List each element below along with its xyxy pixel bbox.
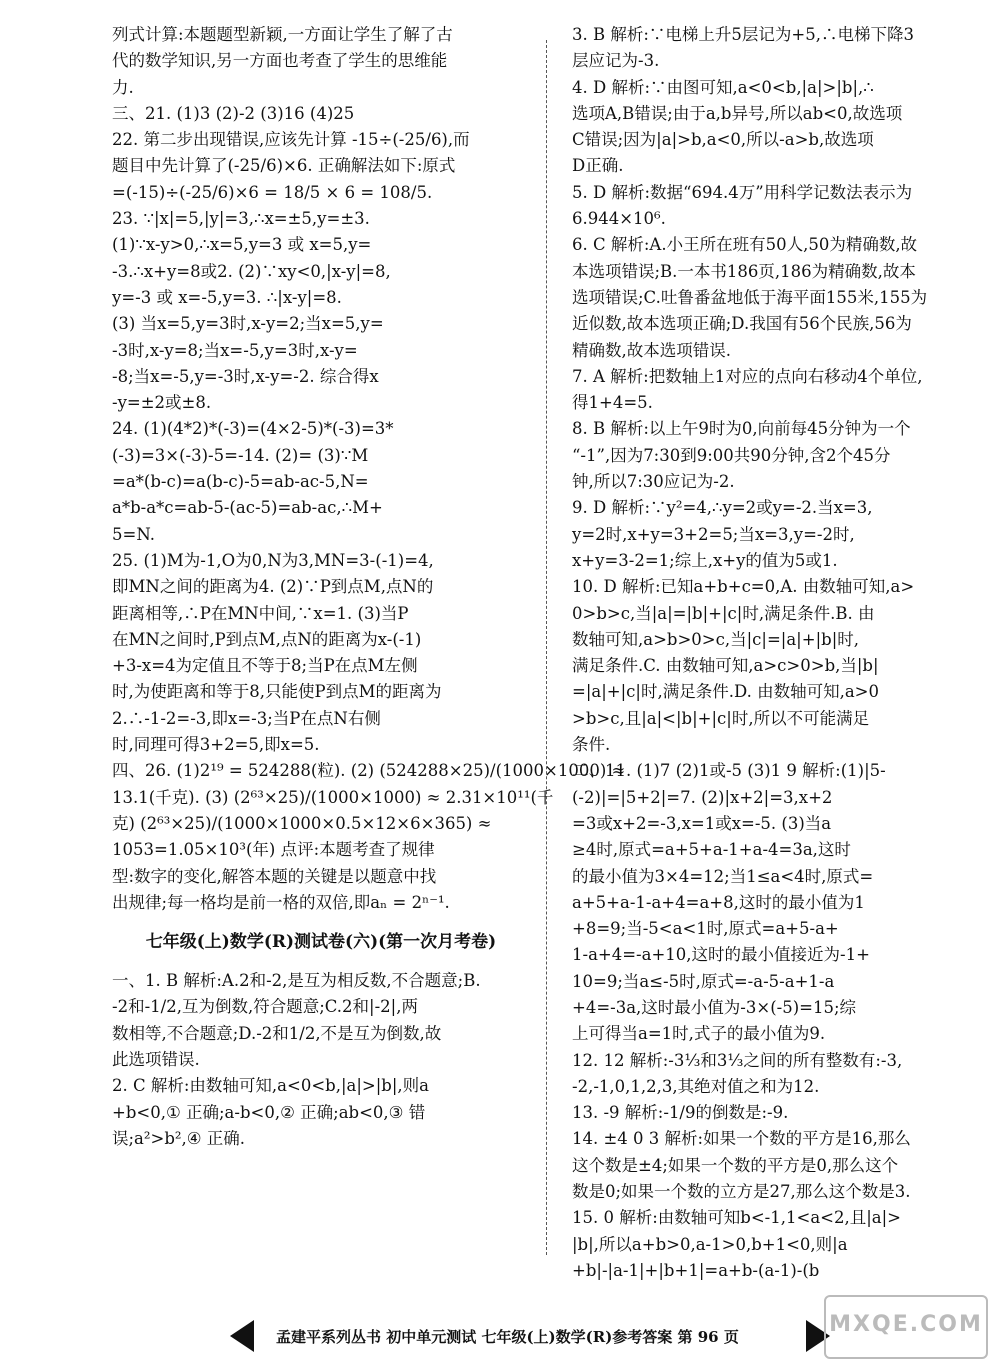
text-line: 15. 0 解析:由数轴可知b<-1,1<a<2,且|a|> — [572, 1208, 902, 1228]
text-line: 9. D 解析:∵y²=4,∴y=2或y=-2.当x=3, — [572, 498, 873, 518]
text-line: 克) (2⁶³×25)/(1000×1000×0.5×12×6×365) ≈ — [112, 813, 492, 833]
text-line: (1)∵x-y>0,∴x=5,y=3 或 x=5,y= — [112, 235, 372, 255]
text-line: >b>c,且|a|<|b|+|c|时,所以不可能满足 — [572, 708, 870, 728]
text-line: +4=-3a,这时最小值为-3×(-5)=15;综 — [572, 997, 857, 1017]
right-column — [572, 22, 972, 1284]
text-line: -8;当x=-5,y=-3时,x-y=-2. 综合得x — [112, 366, 379, 386]
text-line: 1-a+4=-a+10,这时的最小值接近为-1+ — [572, 945, 870, 965]
text-line: a+5+a-1-a+4=a+8,这时的最小值为1 — [572, 892, 865, 912]
text-line: 5. D 解析:数据“694.4万”用科学记数法表示为 — [572, 182, 913, 202]
text-line: 三、21. (1)3 (2)-2 (3)16 (4)25 — [112, 103, 355, 123]
text-line: 8. B 解析:以上午9时为0,向前每45分钟为一个 — [572, 419, 911, 439]
text-line: 列式计算:本题题型新颖,一方面让学生了解了古 — [112, 25, 453, 44]
footer-text: 孟建平系列丛书 初中单元测试 七年级(上)数学(R)参考答案 第 96 页 — [276, 1328, 739, 1346]
text-line: 12. 12 解析:-3⅓和3⅓之间的所有整数有:-3, — [572, 1050, 903, 1070]
text-line: 上可得当a=1时,式子的最小值为9. — [572, 1024, 826, 1044]
text-line: 时,为使距离和等于8,只能使P到点M的距离为 — [112, 682, 442, 702]
text-line: C错误;因为|a|>b,a<0,所以-a>b,故选项 — [572, 130, 874, 150]
text-line: 22. 第二步出现错误,应该先计算 -15÷(-25/6),而 — [112, 130, 470, 150]
text-line: 一、1. B 解析:A.2和-2,是互为相反数,不合题意;B. — [112, 971, 481, 991]
text-line: 选项A,B错误;由于a,b异号,所以ab<0,故选项 — [572, 103, 903, 123]
text-line: 这个数是±4;如果一个数的平方是0,那么这个 — [572, 1155, 899, 1175]
text-line: 13. -9 解析:-1/9的倒数是:-9. — [572, 1103, 789, 1123]
text-line: 数相等,不合题意;D.-2和1/2,不是互为倒数,故 — [112, 1023, 442, 1043]
text-line: D正确. — [572, 156, 624, 176]
text-line: 3. B 解析:∵电梯上升5层记为+5,∴电梯下降3 — [572, 25, 914, 44]
text-line: (3) 当x=5,y=3时,x-y=2;当x=5,y= — [112, 314, 384, 334]
text-line: 距离相等,∴P在MN中间,∵x=1. (3)当P — [112, 603, 409, 623]
text-line: 此选项错误. — [112, 1049, 200, 1069]
text-line: 14. ±4 0 3 解析:如果一个数的平方是16,那么 — [572, 1129, 911, 1149]
text-line: -y=±2或±8. — [112, 393, 212, 413]
text-line: (-3)=3×(-3)-5=-14. (2)= (3)∵M — [112, 445, 369, 465]
text-line: 10. D 解析:已知a+b+c=0,A. 由数轴可知,a> — [572, 577, 915, 597]
text-line: a*b-a*c=ab-5-(ac-5)=ab-ac,∴M+ — [112, 498, 383, 518]
text-line: 近似数,故本选项正确;D.我国有56个民族,56为 — [572, 314, 912, 334]
text-line: 13.1(千克). (3) (2⁶³×25)/(1000×1000) ≈ 2.31×10¹¹(千 — [112, 787, 554, 807]
text-line: =3或x+2=-3,x=1或x=-5. (3)当a — [572, 813, 832, 833]
text-line: 即MN之间的距离为4. (2)∵P到点M,点N的 — [112, 577, 434, 597]
text-line: 7. A 解析:把数轴上1对应的点向右移动4个单位, — [572, 366, 923, 386]
text-line: ≥4时,原式=a+5+a-1+a-4=3a,这时 — [572, 840, 851, 860]
watermark-logo: MXQE.COM — [824, 1295, 988, 1359]
text-line: 24. (1)(4*2)*(-3)=(4×2-5)*(-3)=3* — [112, 419, 394, 439]
text-line: 6.944×10⁶. — [572, 209, 666, 229]
text-line: 钟,所以7:30应记为-2. — [572, 472, 735, 492]
section-title: 七年级(上)数学(R)测试卷(六)(第一次月考卷) — [145, 932, 497, 953]
text-line: 层应记为-3. — [572, 51, 660, 71]
text-line: x+y=3-2=1;综上,x+y的值为5或1. — [572, 550, 838, 570]
text-line: -3时,x-y=8;当x=-5,y=3时,x-y= — [112, 340, 358, 360]
text-line: 二、11. (1)7 (2)1或-5 (3)1 9 解析:(1)|5- — [572, 761, 886, 781]
text-line: -3.∴x+y=8或2. (2)∵xy<0,|x-y|=8, — [112, 261, 391, 281]
text-line: 误;a²>b²,④ 正确. — [112, 1128, 246, 1148]
left-lines-2 — [112, 968, 530, 1152]
text-line: y=-3 或 x=-5,y=3. ∴|x-y|=8. — [112, 287, 342, 307]
text-line: 时,同理可得3+2=5,即x=5. — [112, 735, 320, 755]
text-line: +8=9;当-5<a<1时,原式=a+5-a+ — [572, 919, 839, 939]
text-line: +3-x=4为定值且不等于8;当P在点M左侧 — [112, 656, 418, 676]
text-line: 数是0;如果一个数的立方是27,那么这个数是3. — [572, 1182, 911, 1202]
text-line: 6. C 解析:A.小王所在班有50人,50为精确数,故 — [572, 235, 918, 255]
text-line: 5=N. — [112, 524, 155, 544]
text-line: 题目中先计算了(-25/6)×6. 正确解法如下:原式 — [112, 156, 456, 176]
text-line: 25. (1)M为-1,O为0,N为3,MN=3-(-1)=4, — [112, 550, 434, 570]
text-line: 选项错误;C.吐鲁番盆地低于海平面155米,155为 — [572, 287, 928, 307]
text-line: “-1”,因为7:30到9:00共90分钟,含2个45分 — [572, 445, 891, 465]
text-line: 力. — [112, 77, 134, 97]
text-line: 0>b>c,当|a|=|b|+|c|时,满足条件.B. 由 — [572, 603, 875, 623]
text-line: 满足条件.C. 由数轴可知,a>c>0>b,当|b| — [572, 656, 879, 676]
text-line: =|a|+|c|时,满足条件.D. 由数轴可知,a>0 — [572, 682, 879, 702]
text-line: 4. D 解析:∵由图可知,a<0<b,|a|>|b|,∴ — [572, 77, 874, 97]
text-line: 本选项错误;B.一本书186页,186为精确数,故本 — [572, 261, 916, 281]
column-divider — [546, 40, 547, 1255]
text-line: 得1+4=5. — [572, 393, 653, 413]
text-line: +b<0,① 正确;a-b<0,② 正确;ab<0,③ 错 — [112, 1102, 426, 1122]
text-line: 型:数字的变化,解答本题的关键是以题意中找 — [112, 866, 437, 886]
arrow-left-icon — [230, 1320, 254, 1352]
text-line: (-2)|=|5+2|=7. (2)|x+2|=3,x+2 — [572, 787, 833, 807]
text-line: 条件. — [572, 735, 611, 755]
text-line: 1053=1.05×10³(年) 点评:本题考查了规律 — [112, 840, 435, 860]
text-line: y=2时,x+y=3+2=5;当x=3,y=-2时, — [572, 524, 855, 544]
text-line: |b|,所以a+b>0,a-1>0,b+1<0,则|a — [572, 1234, 848, 1254]
text-line: 代的数学知识,另一方面也考查了学生的思维能 — [112, 51, 448, 71]
text-line: =(-15)÷(-25/6)×6 = 18/5 × 6 = 108/5. — [112, 182, 433, 202]
text-line: 2.∴-1-2=-3,即x=-3;当P在点N右侧 — [112, 708, 381, 728]
text-line: 23. ∵|x|=5,|y|=3,∴x=±5,y=±3. — [112, 209, 370, 229]
text-line: 2. C 解析:由数轴可知,a<0<b,|a|>|b|,则a — [112, 1076, 429, 1096]
text-line: -2和-1/2,互为倒数,符合题意;C.2和|-2|,两 — [112, 997, 418, 1017]
text-line: =a*(b-c)=a(b-c)-5=ab-ac-5,N= — [112, 472, 369, 492]
text-line: +b|-|a-1|+|b+1|=a+b-(a-1)-(b — [572, 1260, 820, 1280]
text-line: 精确数,故本选项错误. — [572, 340, 731, 360]
text-line: -2,-1,0,1,2,3,其绝对值之和为12. — [572, 1076, 820, 1096]
text-line: 四、26. (1)2¹⁹ = 524288(粒). (2) (524288×25)/(1000×1000) ≈ — [112, 761, 626, 781]
text-line: 出规律;每一格均是前一格的双倍,即aₙ = 2ⁿ⁻¹. — [112, 892, 450, 912]
text-line: 的最小值为3×4=12;当1≤a<4时,原式= — [572, 866, 874, 886]
page-footer — [230, 1318, 830, 1358]
text-line: 10=9;当a≤-5时,原式=-a-5-a+1-a — [572, 971, 835, 991]
text-line: 在MN之间时,P到点M,点N的距离为x-(-1) — [112, 629, 422, 649]
text-line: 数轴可知,a>b>0>c,当|c|=|a|+|b|时, — [572, 629, 859, 649]
